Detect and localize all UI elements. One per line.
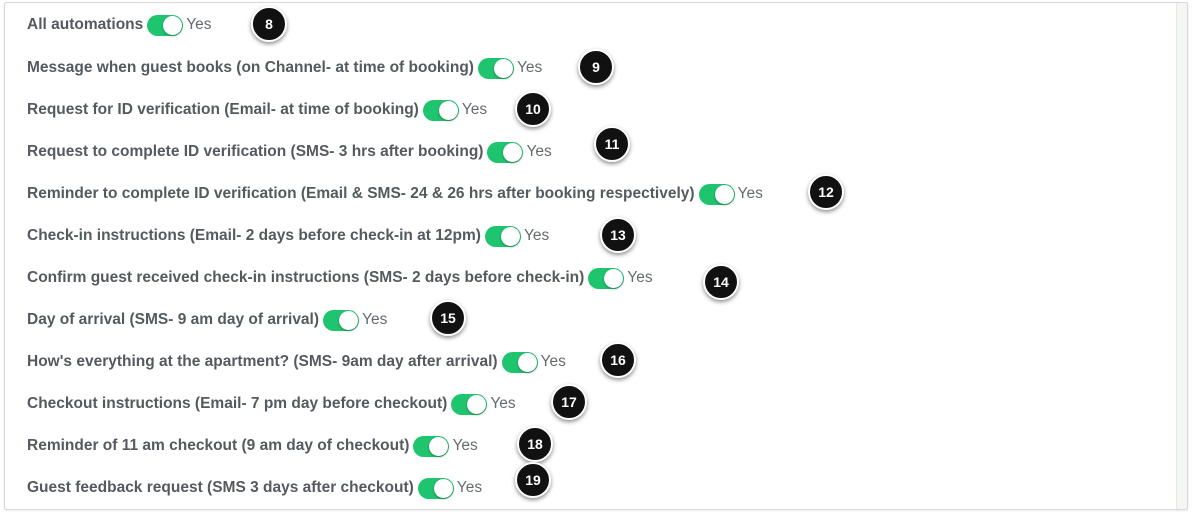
step-marker-14: 14 xyxy=(703,264,739,300)
automation-label: How's everything at the apartment? (SMS- 9am day after arrival) xyxy=(27,353,498,370)
panel-scroll-strip xyxy=(1176,3,1187,509)
automation-row-day-of-arrival xyxy=(27,307,387,333)
step-marker-19: 19 xyxy=(515,462,551,498)
automation-toggle-checkout-instructions[interactable] xyxy=(451,394,487,415)
automation-toggle-guest-books[interactable] xyxy=(478,58,514,79)
automation-value: Yes xyxy=(523,227,550,244)
automation-row-confirm-checkin xyxy=(27,265,653,291)
automation-label: Message when guest books (on Channel- at time of booking) xyxy=(27,59,474,76)
toggle-knob xyxy=(604,269,623,288)
toggle-knob xyxy=(163,16,182,35)
automation-value: Yes xyxy=(461,101,488,118)
step-marker-16: 16 xyxy=(600,342,636,378)
automation-row-checkout-reminder xyxy=(27,433,478,459)
toggle-knob xyxy=(503,143,522,162)
automation-toggle-feedback-request[interactable] xyxy=(418,478,454,499)
automation-row-feedback-request xyxy=(27,475,482,501)
automation-value: Yes xyxy=(456,479,483,496)
step-marker-10: 10 xyxy=(515,91,551,127)
automation-toggle-confirm-checkin[interactable] xyxy=(588,268,624,289)
step-marker-12: 12 xyxy=(808,174,844,210)
automation-value: Yes xyxy=(737,185,763,202)
automation-row-id-complete xyxy=(27,139,552,165)
toggle-knob xyxy=(467,395,486,414)
automation-toggle-id-reminder[interactable] xyxy=(699,184,735,205)
automation-toggle-day-of-arrival[interactable] xyxy=(323,310,359,331)
automation-row-id-reminder xyxy=(27,181,763,207)
automation-label: Confirm guest received check-in instructions (SMS- 2 days before check-in) xyxy=(27,269,585,286)
automation-value: Yes xyxy=(526,143,552,160)
toggle-knob xyxy=(715,185,734,204)
automation-label: Reminder of 11 am checkout (9 am day of checkout) xyxy=(27,437,410,454)
automation-toggle-id-request[interactable] xyxy=(423,100,459,121)
toggle-knob xyxy=(494,59,513,78)
automation-label: Day of arrival (SMS- 9 am day of arrival) xyxy=(27,311,320,328)
automation-toggle-hows-everything[interactable] xyxy=(502,352,538,373)
toggle-knob xyxy=(501,227,520,246)
automation-label: All automations xyxy=(27,16,144,33)
toggle-knob xyxy=(429,437,448,456)
automation-value: Yes xyxy=(452,437,478,454)
step-marker-11: 11 xyxy=(594,126,630,162)
automation-toggle-id-complete[interactable] xyxy=(487,142,523,163)
automation-row-id-request xyxy=(27,97,487,123)
automation-label: Checkout instructions (Email- 7 pm day before checkout) xyxy=(27,395,448,412)
automation-label: Guest feedback request (SMS 3 days after checkout) xyxy=(27,479,414,496)
automation-value: Yes xyxy=(540,353,566,370)
step-marker-17: 17 xyxy=(551,384,587,420)
automation-value: Yes xyxy=(186,16,212,33)
automation-row-hows-everything xyxy=(27,349,566,375)
automation-row-checkout-instructions xyxy=(27,391,516,417)
automation-value: Yes xyxy=(516,59,543,76)
automation-label: Reminder to complete ID verification (Email & SMS- 24 & 26 hrs after booking respectively) xyxy=(27,185,695,202)
toggle-knob xyxy=(339,311,358,330)
step-marker-15: 15 xyxy=(430,300,466,336)
automation-value: Yes xyxy=(627,269,653,286)
step-marker-18: 18 xyxy=(517,426,553,462)
toggle-knob xyxy=(434,479,453,498)
automation-label: Check-in instructions (Email- 2 days before check-in at 12pm) xyxy=(27,227,481,244)
automation-value: Yes xyxy=(362,311,388,328)
automation-label: Request for ID verification (Email- at time of booking) xyxy=(27,101,419,118)
toggle-knob xyxy=(518,353,537,372)
automation-value: Yes xyxy=(490,395,516,412)
step-marker-13: 13 xyxy=(600,217,636,253)
step-marker-8: 8 xyxy=(251,6,287,42)
automation-toggle-checkout-reminder[interactable] xyxy=(413,436,449,457)
automation-toggle-checkin-instructions[interactable] xyxy=(485,226,521,247)
automation-row-all xyxy=(27,12,212,38)
automation-toggle-all[interactable] xyxy=(147,15,183,36)
step-marker-9: 9 xyxy=(578,49,614,85)
automation-row-guest-books xyxy=(27,55,542,81)
automation-label: Request to complete ID verification (SMS- 3 hrs after booking) xyxy=(27,143,484,160)
toggle-knob xyxy=(439,101,458,120)
automation-row-checkin-instructions xyxy=(27,223,549,249)
